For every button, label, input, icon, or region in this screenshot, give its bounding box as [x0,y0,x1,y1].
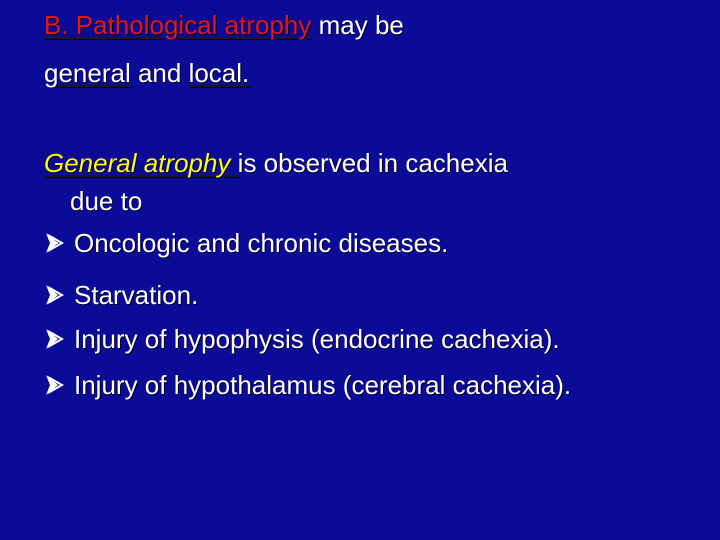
heading-general-term: general [44,58,131,88]
heading-and-text: and [130,58,189,88]
heading-line-2 [44,58,249,88]
arrow-bullet-icon [44,372,68,398]
arrow-bullet-icon [44,282,68,308]
heading-line-1 [44,10,404,40]
bullet-item-4 [44,370,571,400]
bullet-item-3 [44,324,560,354]
arrow-bullet-icon [44,230,68,256]
bullet-item-1 [44,228,448,258]
intro-rest-text: is observed in cachexia [237,148,508,178]
bullet-text-3: Injury of hypophysis (endocrine cachexia). [74,324,560,354]
heading-red-term: B. Pathological atrophy [44,10,312,40]
bullet-text-2: Starvation. [74,280,199,310]
bullet-text-1: Oncologic and chronic diseases. [74,228,449,258]
heading-rest-text: may be [311,10,404,40]
bullet-item-2 [44,280,198,310]
intro-line [44,148,508,178]
arrow-bullet-icon [44,326,68,352]
heading-local-term: local. [188,58,250,88]
intro-continuation: due to [70,186,143,216]
bullet-text-4: Injury of hypothalamus (cerebral cachexia). [74,370,572,400]
intro-highlight-term: General atrophy [44,148,238,178]
